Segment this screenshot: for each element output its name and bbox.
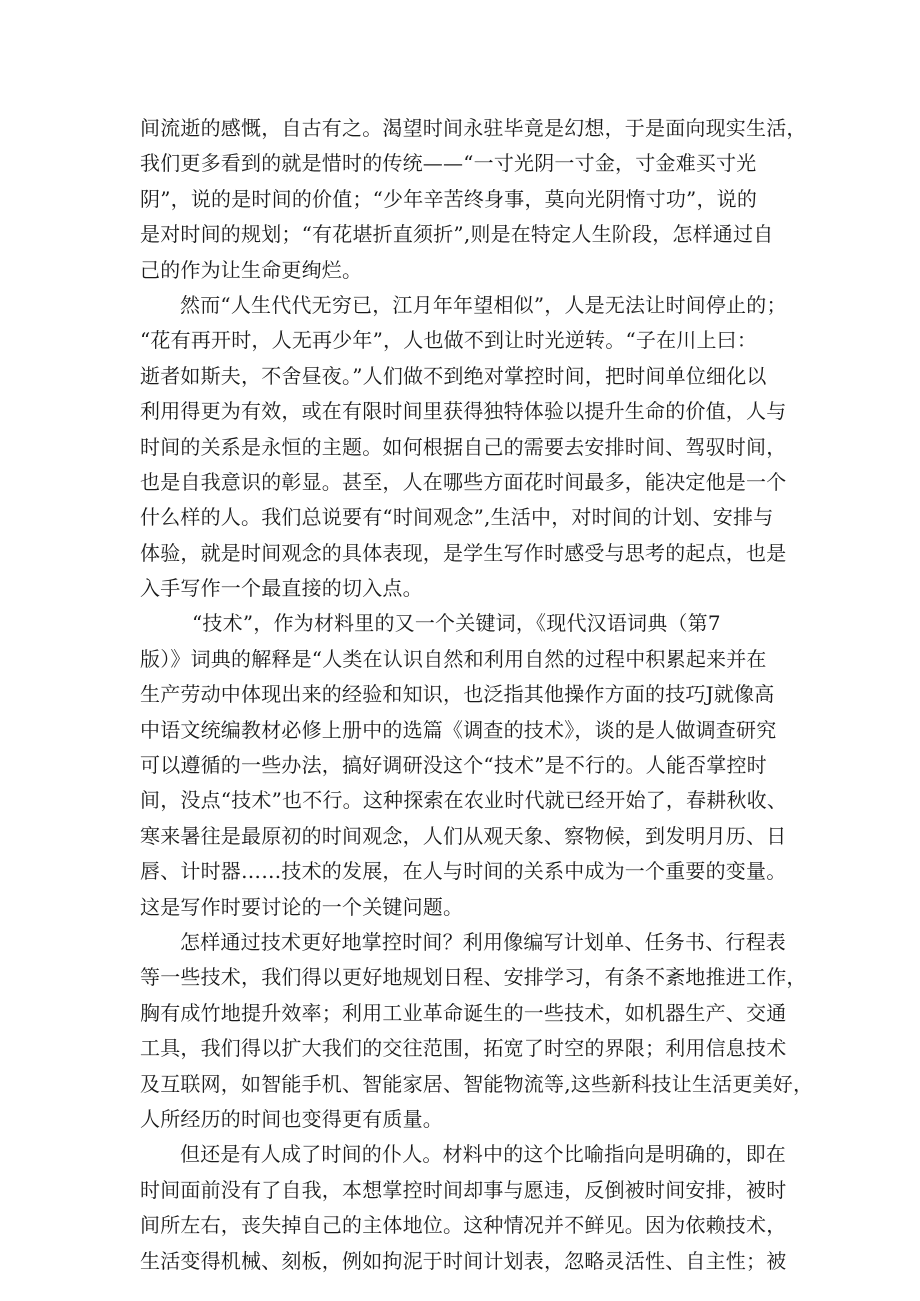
text-line: 时间面前没有了自我，本想掌控时间却事与愿违，反倒被时间安排，被时 (140, 1177, 787, 1202)
text-line: 生产劳动中体现出来的经验和知识，也泛指其他操作方面的技巧J就像高 (140, 682, 775, 707)
text-line: 间，没点“技术”也不行。这种探索在农业时代就已经开始了，春耕秋收、 (140, 788, 788, 813)
text-line: 我们更多看到的就是惜时的传统——“一寸光阴一寸金，寸金难买寸光 (140, 151, 757, 176)
text-line: “花有再开时，人无再少年”，人也做不到让时光逆转。“子在川上曰： (140, 328, 758, 353)
text-line: 这是写作时要讨论的一个关键问题。 (140, 894, 464, 919)
paragraph-first-line: 怎样通过技术更好地掌控时间？利用像编写计划单、任务书、行程表 (180, 929, 786, 954)
text-line: 可以遵循的一些办法，搞好调研没这个“技术”是不行的。人能否掌控时 (140, 753, 767, 778)
text-line: 体验，就是时间观念的具体表现，是学生写作时感受与思考的起点，也是 (140, 540, 787, 565)
text-line: 利用得更为有效，或在有限时间里获得独特体验以提升生命的价值，人与 (140, 399, 787, 424)
paragraph-first-line: 但还是有人成了时间的仆人。材料中的这个比喻指向是明确的，即在 (180, 1142, 786, 1167)
text-line: 阴”，说的是时间的价值；“少年辛苦终身事，莫向光阴惰寸功”，说的 (140, 186, 758, 211)
text-line: 间流逝的感慨，自古有之。渴望时间永驻毕竟是幻想，于是面向现实生活， (140, 116, 807, 140)
text-line: 寒来暑往是最原初的时间观念，人们从观天象、察物候，到发明月历、日 (140, 823, 787, 848)
text-line: 等一些技术，我们得以更好地规划日程、安排学习，有条不紊地推进工作， (140, 965, 807, 990)
text-line: 唇、计时器……技术的发展，在人与时间的关系中成为一个重要的变量。 (140, 859, 787, 884)
text-line: 己的作为让生命更绚烂。 (140, 257, 363, 282)
paragraph-first-line: “技术”，作为材料里的又一个关键词，《现代汉语词典（第7 (192, 611, 721, 636)
text-line: 也是自我意识的彰显。甚至，人在哪些方面花时间最多，能决定他是一个 (140, 469, 787, 494)
text-line: 是对时间的规划；“有花堪折直须折”,则是在特定人生阶段，怎样通过自 (140, 222, 774, 247)
text-line: 时间的关系是永恒的主题。如何根据自己的需要去安排时间、驾驭时间， (140, 434, 787, 459)
text-line: 入手写作一个最直接的切入点。 (140, 576, 423, 601)
text-line: 胸有成竹地提升效率；利用工业革命诞生的一些技术，如机器生产、交通 (140, 1000, 787, 1025)
text-line: 间所左右，丧失掉自己的主体地位。这种情况并不鲜见。因为依赖技术， (140, 1213, 787, 1238)
text-line: 逝者如斯夫，不舍昼夜。”人们做不到绝对掌控时间，把时间单位细化以 (140, 363, 767, 388)
text-line: 版）》词典的解释是“人类在认识自然和利用自然的过程中积累起来并在 (140, 646, 767, 671)
text-line: 生活变得机械、刻板，例如拘泥于时间计划表，忽略灵活性、自主性；被 (140, 1248, 787, 1273)
paragraph-first-line: 然而“人生代代无穷已，江月年年望相似”，人是无法让时间停止的； (180, 292, 787, 317)
document-body (140, 111, 814, 1279)
text-line: 及互联网，如智能手机、智能家居、智能物流等,这些新科技让生活更美好， (140, 1071, 814, 1096)
text-line: 人所经历的时间也变得更有质量。 (140, 1106, 443, 1131)
text-line: 工具，我们得以扩大我们的交往范围，拓宽了时空的界限；利用信息技术 (140, 1036, 787, 1061)
text-line: 什么样的人。我们总说要有“时间观念”,生活中，对时间的计划、安排与 (140, 505, 774, 530)
text-line: 中语文统编教材必修上册中的选篇《调查的技术》，谈的是人做调查研究 (140, 717, 777, 742)
